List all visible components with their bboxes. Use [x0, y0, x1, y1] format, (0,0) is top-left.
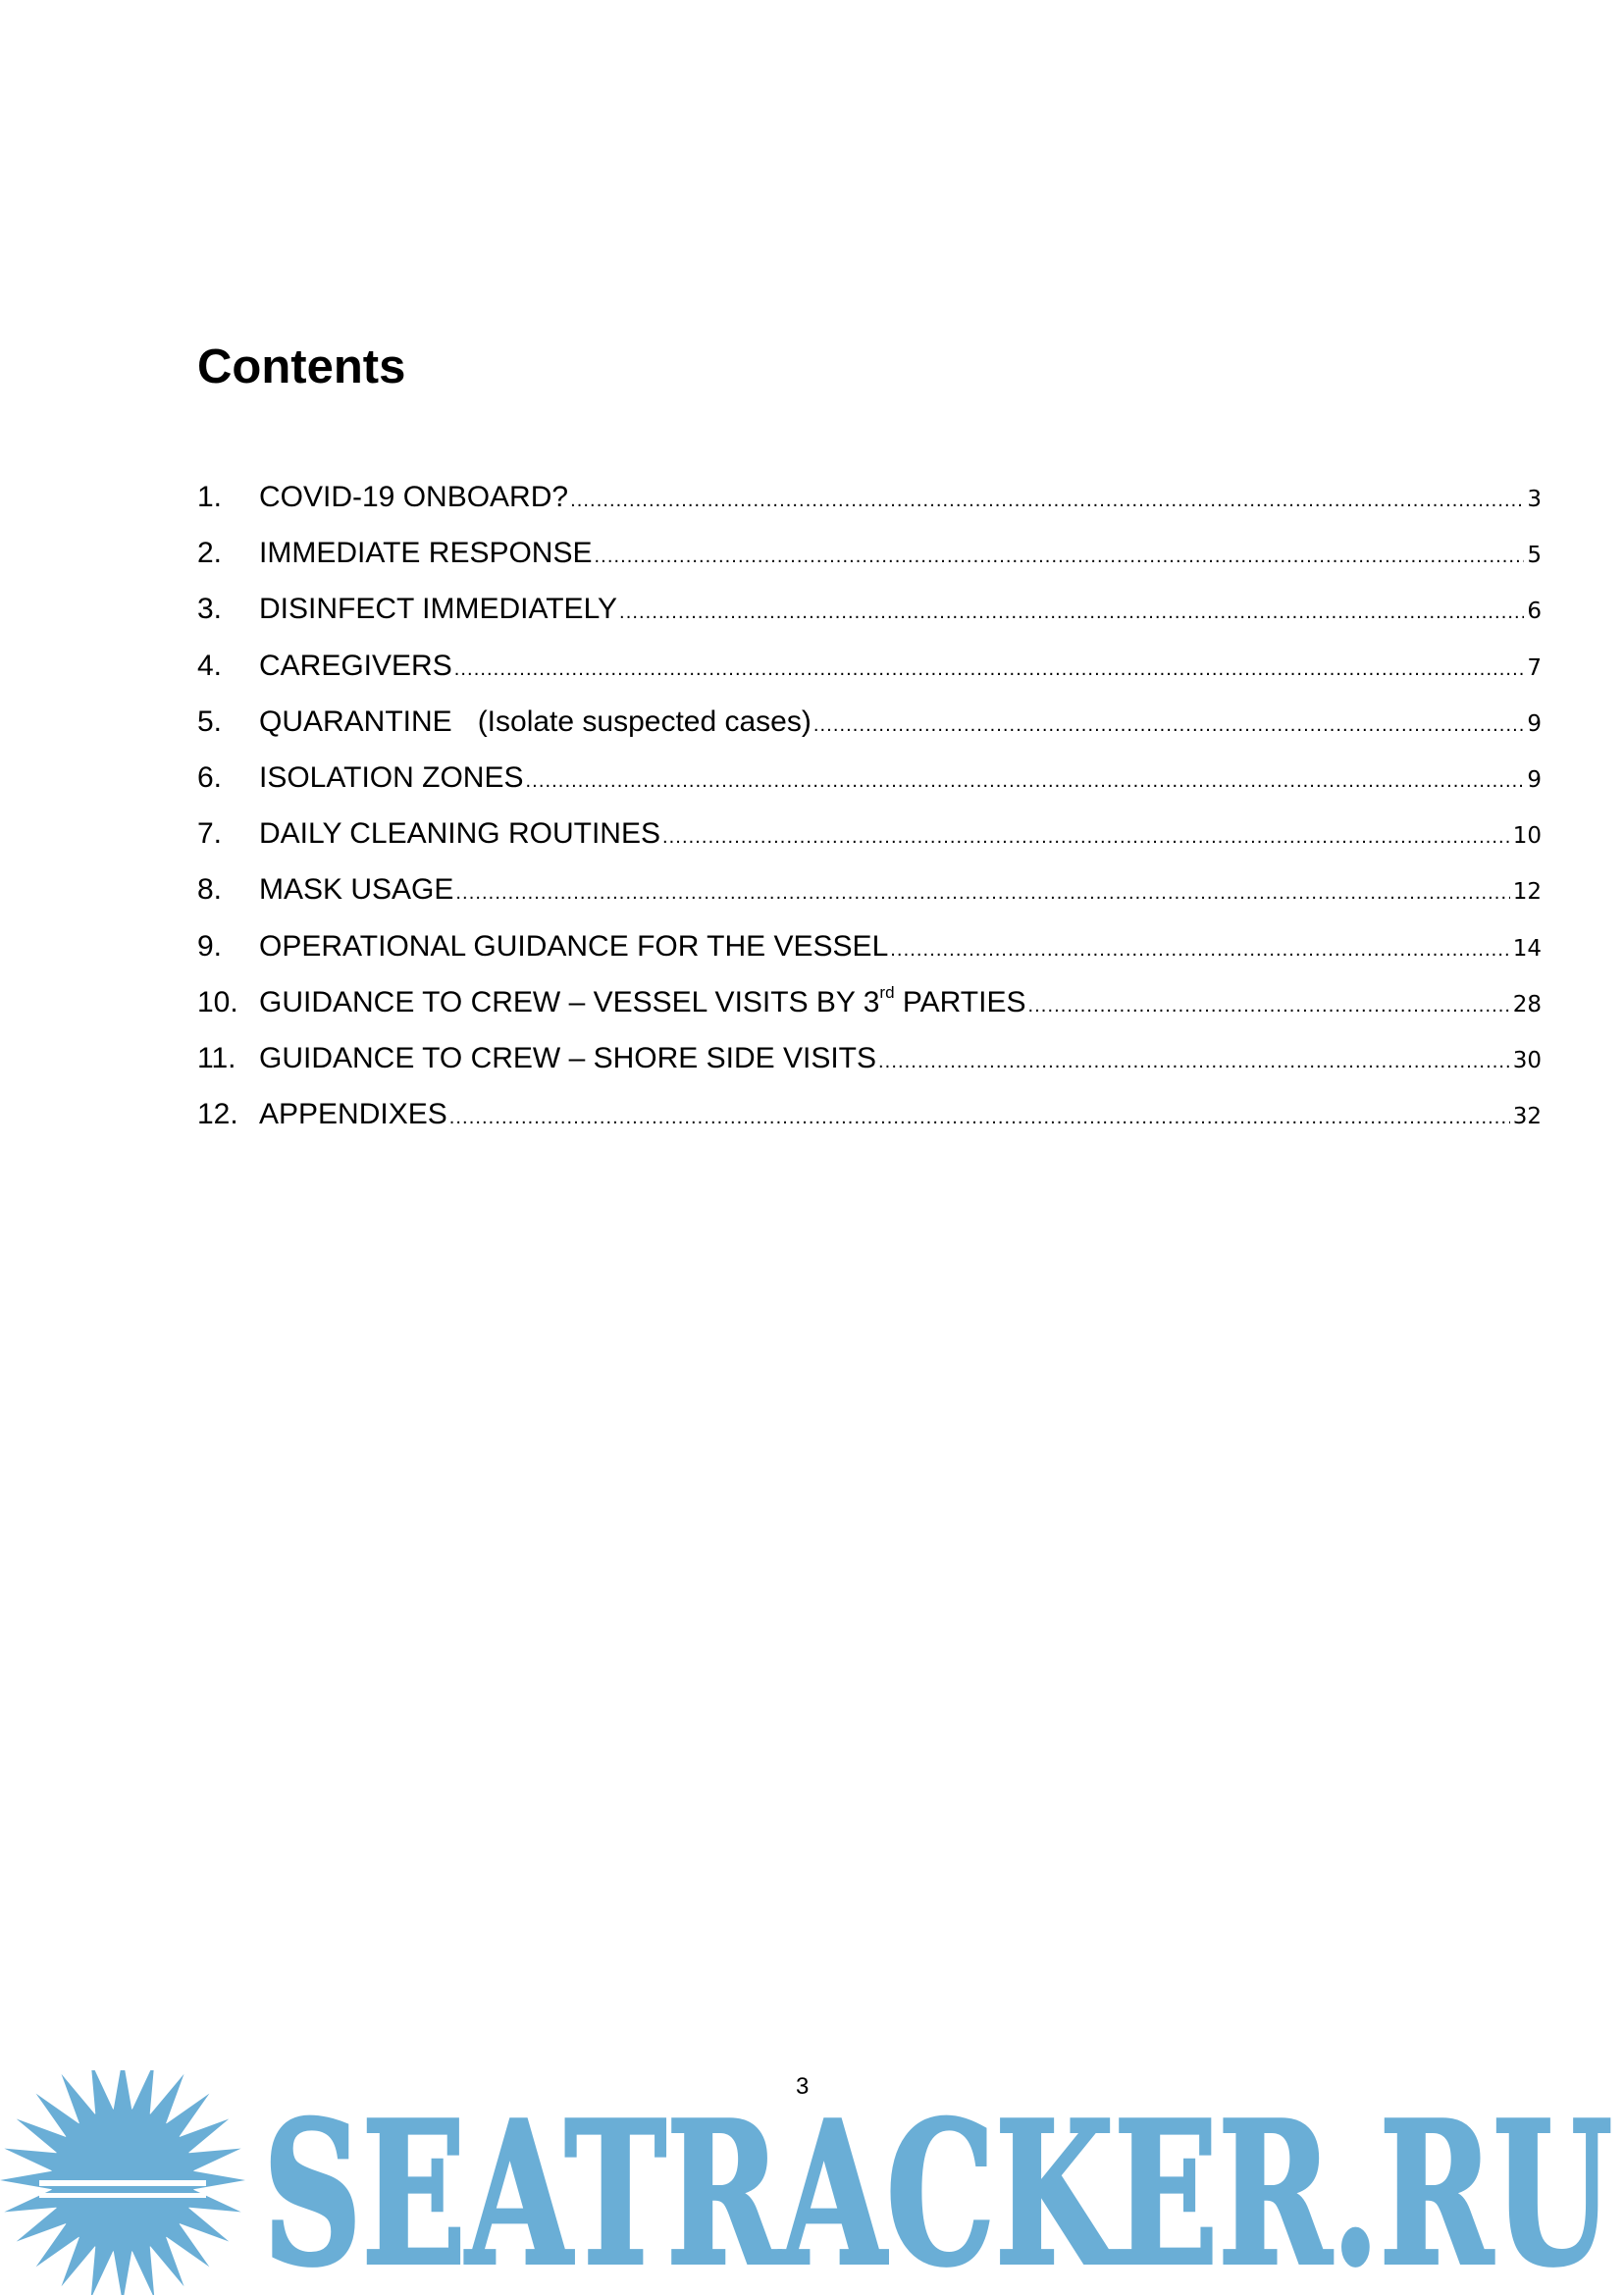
toc-entry-title[interactable]: CAREGIVERS	[259, 649, 452, 682]
toc-entry-page[interactable]: 10	[1512, 823, 1542, 850]
seatracker-watermark	[0, 2070, 1624, 2295]
toc-entry-number: 8.	[197, 873, 223, 907]
toc-entry[interactable]	[197, 694, 1542, 750]
sun-icon	[0, 2070, 245, 2295]
page-title: Contents	[197, 340, 406, 393]
toc-entry-title-group[interactable]	[259, 974, 1025, 1030]
toc-entry-subtitle: (Isolate suspected cases)	[477, 704, 812, 738]
toc-entry-page[interactable]: 5	[1527, 543, 1542, 569]
toc-entry-page[interactable]: 32	[1512, 1104, 1542, 1130]
toc-entry[interactable]	[197, 1030, 1542, 1086]
toc-entry[interactable]	[197, 525, 1542, 581]
toc-entry-title[interactable]: DAILY CLEANING ROUTINES	[259, 817, 660, 851]
toc-dot-leader	[526, 754, 1525, 809]
toc-entry-title[interactable]: COVID-19 ONBOARD?	[259, 481, 569, 513]
toc-dot-leader	[662, 809, 1510, 865]
toc-dot-leader	[595, 529, 1525, 585]
toc-entry-page[interactable]: 7	[1527, 654, 1542, 681]
toc-entry-title[interactable]: APPENDIXES	[259, 1098, 447, 1131]
toc-entry-number: 4.	[197, 649, 223, 682]
toc-entry-number: 10.	[197, 985, 238, 1018]
toc-entry-title: GUIDANCE TO CREW – VESSEL VISITS BY 3	[259, 985, 880, 1018]
toc-entry-title[interactable]: GUIDANCE TO CREW – SHORE SIDE VISITS	[259, 1041, 877, 1074]
toc-dot-leader	[619, 585, 1524, 641]
toc-dot-leader	[570, 473, 1524, 529]
toc-entry-page[interactable]: 3	[1527, 487, 1542, 512]
toc-entry-number: 5.	[197, 704, 223, 738]
toc-entry[interactable]	[197, 581, 1542, 637]
toc-dot-leader	[878, 1034, 1510, 1090]
table-of-contents	[197, 469, 1542, 1142]
watermark-text: SEATRACKER.RU	[263, 2079, 1612, 2295]
toc-entry[interactable]	[197, 750, 1542, 806]
toc-entry[interactable]	[197, 918, 1542, 974]
page-number: 3	[796, 2073, 810, 2100]
toc-entry-page[interactable]: 30	[1512, 1047, 1542, 1073]
toc-entry-number: 7.	[197, 817, 223, 851]
toc-dot-leader	[455, 865, 1509, 921]
toc-entry-page[interactable]: 14	[1512, 935, 1542, 962]
toc-entry-title: QUARANTINE	[259, 704, 452, 738]
toc-entry-page[interactable]: 6	[1527, 599, 1542, 625]
toc-entry-title[interactable]: MASK USAGE	[259, 873, 454, 907]
toc-entry-page[interactable]: 9	[1527, 710, 1542, 737]
toc-entry-title-end: PARTIES	[894, 985, 1026, 1018]
toc-entry[interactable]	[197, 806, 1542, 861]
toc-entry[interactable]	[197, 638, 1542, 694]
toc-entry[interactable]	[197, 861, 1542, 917]
toc-entry-number: 1.	[197, 481, 223, 513]
toc-dot-leader	[454, 642, 1525, 698]
toc-entry[interactable]	[197, 974, 1542, 1030]
toc-dot-leader	[1027, 978, 1509, 1034]
toc-dot-leader	[449, 1090, 1510, 1146]
toc-entry-page[interactable]: 12	[1512, 879, 1542, 906]
toc-entry-number: 3.	[197, 593, 223, 626]
toc-entry-title[interactable]: DISINFECT IMMEDIATELY	[259, 593, 618, 626]
ordinal-suffix: rd	[879, 982, 895, 1002]
toc-entry-page[interactable]: 9	[1527, 766, 1542, 793]
toc-entry-number: 11.	[197, 1041, 236, 1074]
toc-entry-title[interactable]: OPERATIONAL GUIDANCE FOR THE VESSEL	[259, 929, 889, 963]
toc-entry-number: 6.	[197, 760, 223, 794]
toc-entry-title[interactable]: IMMEDIATE RESPONSE	[259, 537, 593, 570]
toc-entry[interactable]	[197, 1086, 1542, 1142]
toc-dot-leader	[890, 922, 1509, 978]
toc-entry-number: 9.	[197, 929, 223, 963]
toc-entry-number: 12.	[197, 1098, 238, 1131]
toc-entry-title[interactable]: ISOLATION ZONES	[259, 760, 524, 794]
toc-dot-leader	[813, 698, 1525, 754]
toc-entry-number: 2.	[197, 537, 223, 570]
toc-entry[interactable]	[197, 469, 1542, 525]
toc-entry-title-group[interactable]	[259, 694, 812, 750]
toc-entry-page[interactable]: 28	[1512, 991, 1542, 1017]
